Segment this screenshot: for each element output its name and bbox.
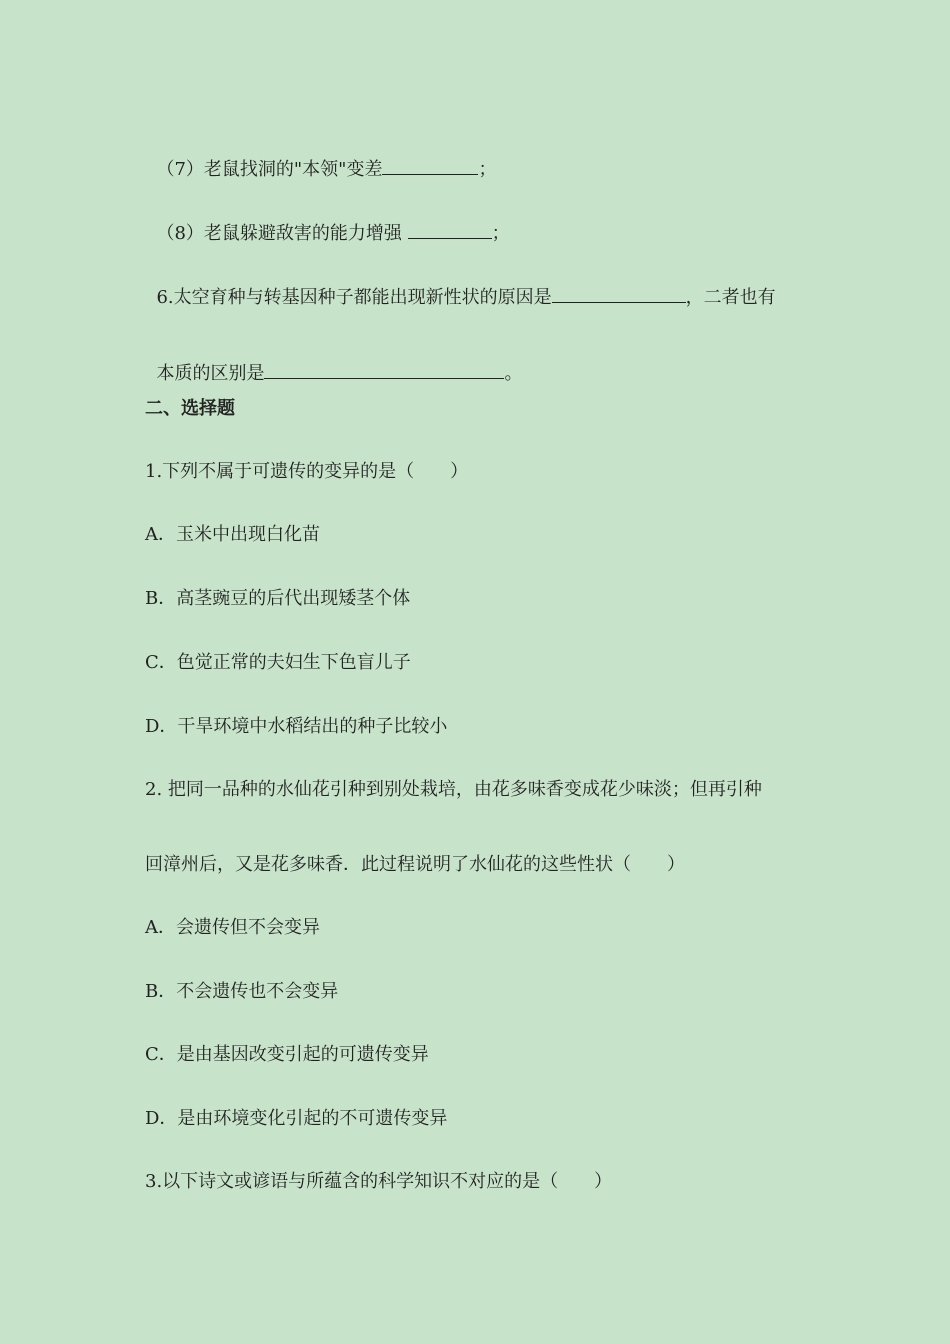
q7-suffix: ； (478, 159, 497, 180)
q2-option-c[interactable]: C．是由基因改变引起的可遗传变异 (145, 1044, 429, 1065)
q6-text-cont: ，二者也有 (685, 287, 776, 308)
q2-option-d[interactable]: D．是由环境变化引起的不可遗传变异 (145, 1108, 448, 1129)
answer-blank[interactable] (408, 220, 492, 239)
section-title: 二、选择题 (145, 398, 235, 419)
answer-blank[interactable] (552, 284, 686, 303)
q8-suffix: ； (491, 223, 510, 244)
q2-option-a[interactable]: A．会遗传但不会变异 (145, 917, 320, 938)
q7-text: （7）老鼠找洞的"本领"变差 (156, 159, 383, 180)
q2-option-b[interactable]: B．不会遗传也不会变异 (145, 981, 339, 1002)
fill-in-q6-line2 (145, 334, 522, 387)
q6-suffix: 。 (504, 363, 523, 384)
fill-in-q6-line1 (145, 258, 776, 311)
q8-text: （8）老鼠躲避敌害的能力增强 (156, 223, 408, 244)
q1-option-b[interactable]: B．高茎豌豆的后代出现矮茎个体 (145, 588, 411, 609)
question-2-stem-line1: 2. 把同一品种的水仙花引种到别处栽培，由花多味香变成花少味淡；但再引种 (145, 779, 762, 800)
q1-option-d[interactable]: D．干旱环境中水稻结出的种子比较小 (145, 716, 448, 737)
q6-text: 6.太空育种与转基因种子都能出现新性状的原因是 (156, 287, 552, 308)
question-1-stem: 1.下列不属于可遗传的变异的是（ ） (145, 461, 469, 482)
q1-option-a[interactable]: A．玉米中出现白化苗 (145, 524, 320, 545)
question-2-stem-line2: 回漳州后，又是花多味香．此过程说明了水仙花的这些性状（ ） (145, 854, 685, 875)
question-3-stem: 3.以下诗文或谚语与所蕴含的科学知识不对应的是（ ） (145, 1171, 613, 1192)
q6-text-line2: 本质的区别是 (156, 363, 265, 384)
q1-option-c[interactable]: C．色觉正常的夫妇生下色盲儿子 (145, 652, 411, 673)
fill-in-q7 (145, 130, 496, 183)
answer-blank[interactable] (382, 156, 478, 175)
answer-blank[interactable] (264, 360, 504, 379)
fill-in-q8 (145, 194, 510, 247)
